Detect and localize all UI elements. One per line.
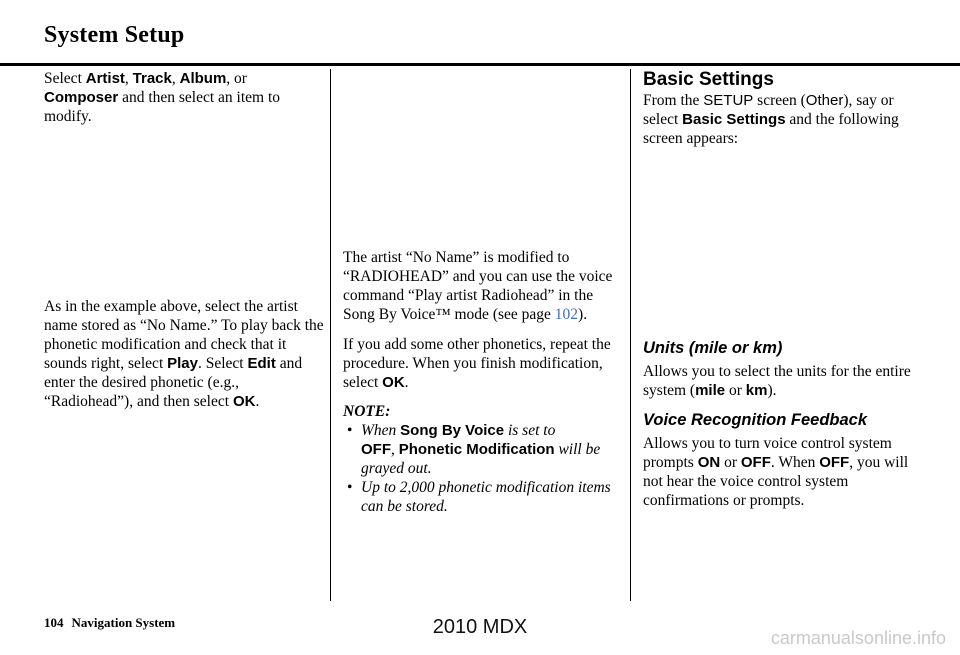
repeat-paragraph: If you add some other phonetics, repeat the procedure. When you finish modification, select OK. xyxy=(343,336,611,391)
column-left xyxy=(44,69,324,411)
column-right xyxy=(643,69,921,510)
column-divider-left xyxy=(330,69,331,601)
voice-feedback-heading: Voice Recognition Feedback xyxy=(643,411,868,429)
page-link[interactable]: 102 xyxy=(554,306,579,323)
playback-paragraph: As in the example above, select the artist name stored as “No Name.” To play back the phonetic modification and check that it sounds right, select Play. Select Edit and enter the desired phonetic (e.g., “Radiohead”), and then select OK. xyxy=(44,298,324,410)
bullet-icon: • xyxy=(347,479,353,496)
footer-label: Navigation System xyxy=(71,615,176,630)
page-number: 104 xyxy=(44,615,64,630)
page-title: System Setup xyxy=(44,22,185,48)
model-watermark: 2010 MDX xyxy=(432,616,528,638)
bullet-icon: • xyxy=(347,422,353,439)
note-item: • Up to 2,000 phonetic modification items can be stored. xyxy=(347,479,611,515)
units-heading: Units (mile or km) xyxy=(643,339,783,357)
basic-settings-heading: Basic Settings xyxy=(643,69,774,90)
title-rule xyxy=(0,63,960,66)
note-item: • When Song By Voice is set to OFF, Phonetic Modification will be grayed out. xyxy=(347,422,601,477)
site-watermark: carmanualsonline.info xyxy=(770,628,946,648)
note-label: NOTE: xyxy=(343,403,391,420)
column-divider-right xyxy=(630,69,631,601)
basic-settings-paragraph: From the SETUP screen (Other), say or select Basic Settings and the following screen appears: xyxy=(643,92,899,147)
intro-paragraph: Select Artist, Track, Album, or Composer and then select an item to modify. xyxy=(44,70,281,125)
modified-paragraph: The artist “No Name” is modified to “RADIOHEAD” and you can use the voice command “Play artist Radiohead” in the Song By Voice™ mode (see page 102). xyxy=(343,249,613,323)
column-middle xyxy=(343,69,621,516)
note-list xyxy=(343,421,621,516)
voice-feedback-paragraph: Allows you to turn voice control system prompts ON or OFF. When OFF, you will not hear the voice control system confirmations or prompts. xyxy=(643,435,909,509)
units-paragraph: Allows you to select the units for the entire system (mile or km). xyxy=(643,363,911,399)
